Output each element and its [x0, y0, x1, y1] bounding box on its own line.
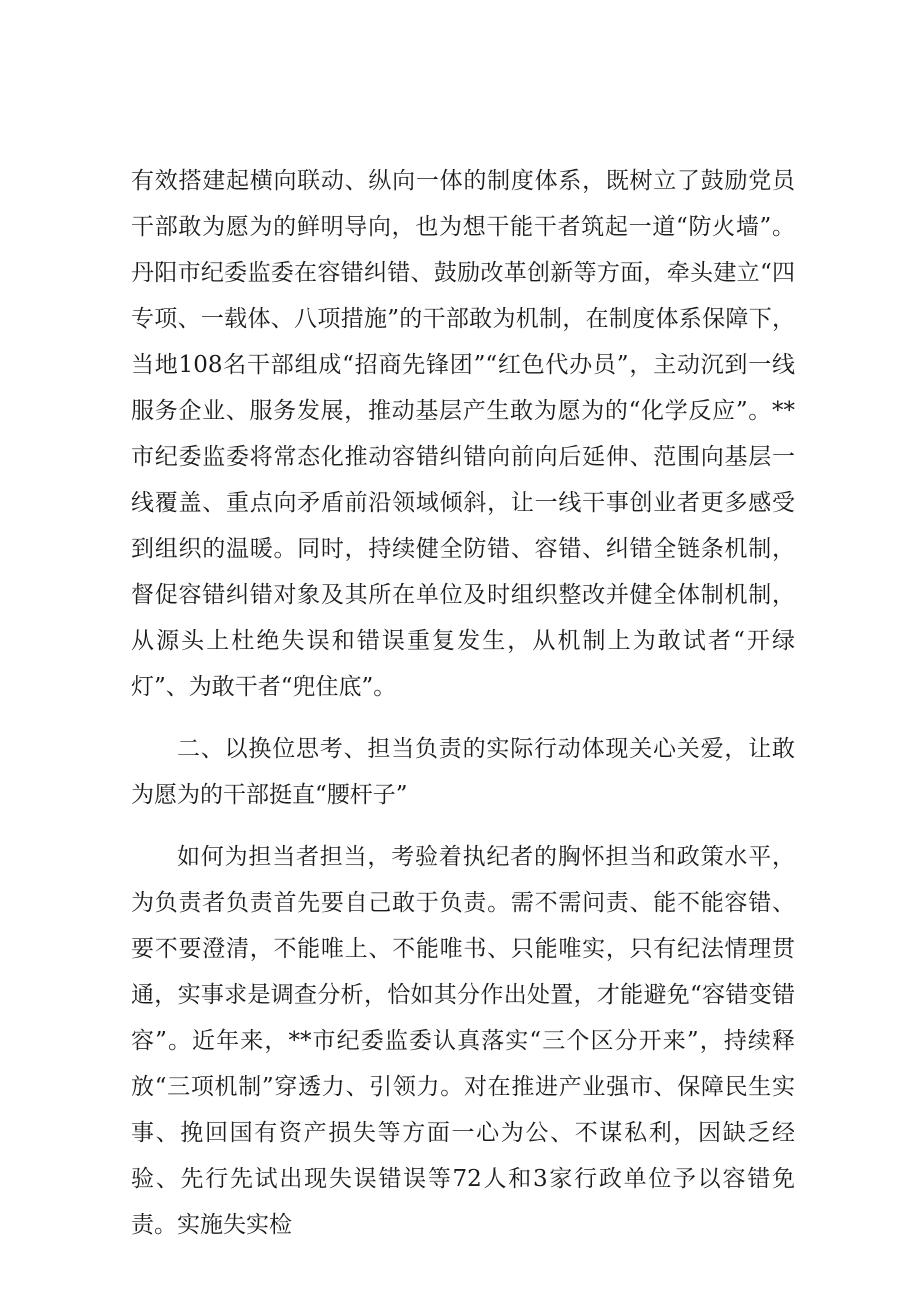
- body-paragraph: 有效搭建起横向联动、纵向一体的制度体系，既树立了鼓励党员干部敢为愿为的鲜明导向，也为想干能干者筑起一道“防火墙”。丹阳市纪委监委在容错纠错、鼓励改革创新等方面，牵头建立“四专项、一载体、八项措施”的干部敢为机制，在制度体系保障下，当地108名干部组成“招商先锋团”“红色代办员”，主动沉到一线服务企业、服务发展，推动基层产生敢为愿为的“化学反应”。**市纪委监委将常态化推动容错纠错向前向后延伸、范围向基层一线覆盖、重点向矛盾前沿领域倾斜，让一线干事创业者更多感受到组织的温暖。同时，持续健全防错、容错、纠错全链条机制，督促容错纠错对象及其所在单位及时组织整改并健全体制机制，从源头上杜绝失误和错误重复发生，从机制上为敢试者“开绿灯”、为敢干者“兜住底”。: [131, 168, 795, 700]
- document-body: [131, 158, 795, 1248]
- body-paragraph: 如何为担当者担当，考验着执纪者的胸怀担当和政策水平，为负责者负责首先要自己敢于负责。需不需问责、能不能容错、要不要澄清，不能唯上、不能唯书、只能唯实，只有纪法情理贯通，实事求是调查分析，恰如其分作出处置，才能避免“容错变错容”。近年来，**市纪委监委认真落实“三个区分开来”，持续释放“三项机制”穿透力、引领力。对在推进产业强市、保障民生实事、挽回国有资产损失等方面一心为公、不谋私利，因缺乏经验、先行先试出现失误错误等72人和3家行政单位予以容错免责。实施失实检: [131, 844, 795, 1238]
- section-heading: 二、以换位思考、担当负责的实际行动体现关心关爱，让敢为愿为的干部挺直“腰杆子”: [131, 736, 795, 808]
